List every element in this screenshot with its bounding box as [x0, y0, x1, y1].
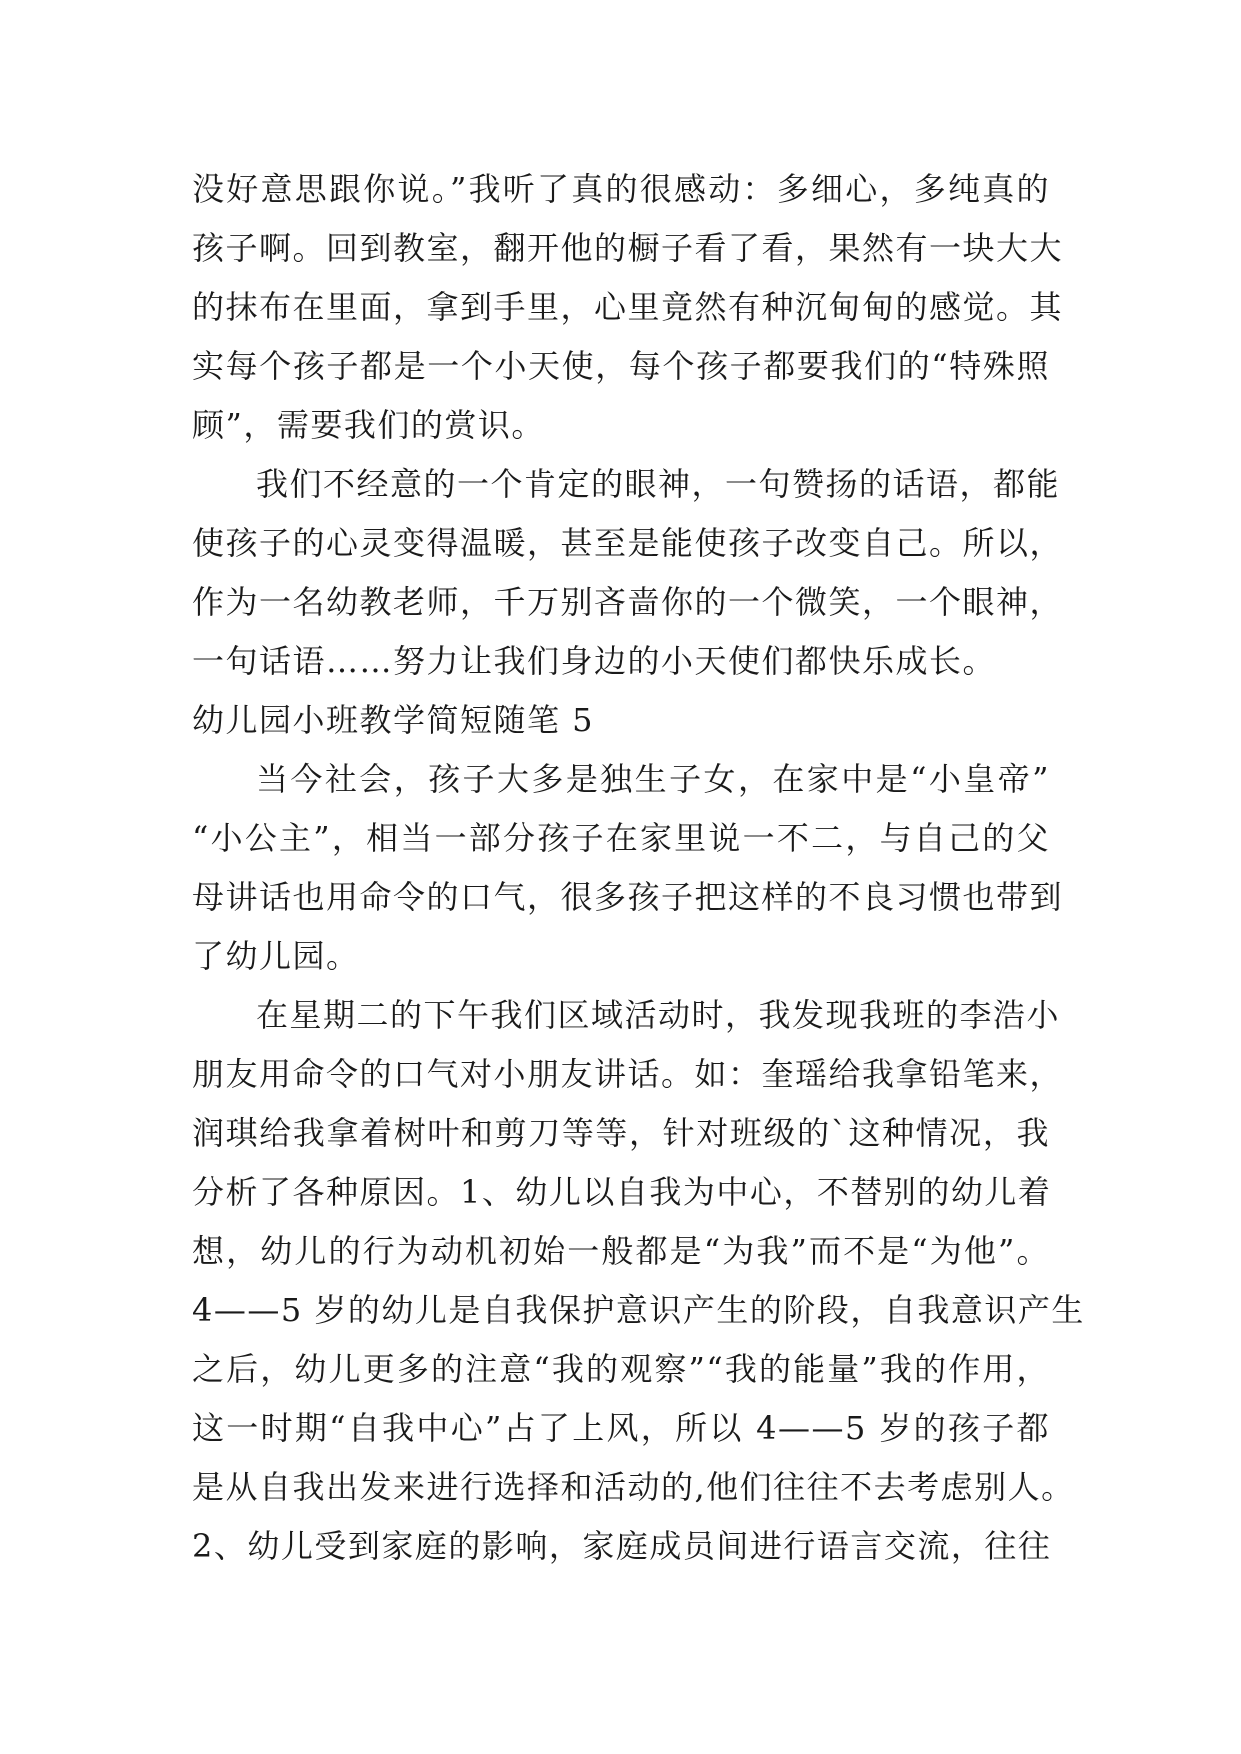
text-line: 使孩子的心灵变得温暖，甚至是能使孩子改变自己。所以， — [192, 524, 1064, 562]
paragraph-first-line: 我们不经意的一个肯定的眼神，一句赞扬的话语，都能 — [256, 465, 1061, 503]
text-line: 孩子啊。回到教室，翻开他的橱子看了看，果然有一块大大 — [192, 229, 1064, 267]
text-line: 一句话语……努力让我们身边的小天使们都快乐成长。 — [192, 642, 997, 680]
text-line: 之后，幼儿更多的注意“我的观察”“我的能量”我的作用， — [192, 1350, 1050, 1388]
text-line: 了幼儿园。 — [192, 937, 360, 975]
paragraph-first-line: 当今社会，孩子大多是独生子女，在家中是“小皇帝” — [256, 760, 1050, 798]
text-line: 母讲话也用命令的口气，很多孩子把这样的不良习惯也带到 — [192, 878, 1064, 916]
text-line: 4——5 岁的幼儿是自我保护意识产生的阶段，自我意识产生 — [192, 1291, 1085, 1329]
text-line: 这一时期“自我中心”占了上风，所以 4——5 岁的孩子都 — [192, 1409, 1050, 1447]
text-line: “小公主”，相当一部分孩子在家里说一不二，与自己的父 — [192, 819, 1050, 857]
text-line: 作为一名幼教老师，千万别吝啬你的一个微笑，一个眼神， — [192, 583, 1064, 621]
text-line: 润琪给我拿着树叶和剪刀等等，针对班级的`这种情况，我 — [192, 1114, 1050, 1152]
text-line: 的抹布在里面，拿到手里，心里竟然有种沉甸甸的感觉。其 — [192, 288, 1064, 326]
section-heading: 幼儿园小班教学简短随笔 5 — [192, 701, 595, 739]
document-body — [192, 160, 1085, 1576]
text-line: 是从自我出发来进行选择和活动的,他们往往不去考虑别人。 — [192, 1468, 1075, 1506]
text-line: 想，幼儿的行为动机初始一般都是“为我”而不是“为他”。 — [192, 1232, 1050, 1270]
text-line: 实每个孩子都是一个小天使，每个孩子都要我们的“特殊照 — [192, 347, 1050, 385]
paragraph-first-line: 在星期二的下午我们区域活动时，我发现我班的李浩小 — [256, 996, 1061, 1034]
text-line: 2、幼儿受到家庭的影响，家庭成员间进行语言交流，往往 — [192, 1527, 1052, 1565]
text-line: 没好意思跟你说。”我听了真的很感动：多细心，多纯真的 — [192, 170, 1050, 208]
text-line: 朋友用命令的口气对小朋友讲话。如：奎瑶给我拿铅笔来， — [192, 1055, 1064, 1093]
text-line: 顾”，需要我们的赏识。 — [192, 406, 545, 444]
text-line: 分析了各种原因。1、幼儿以自我为中心，不替别的幼儿着 — [192, 1173, 1052, 1211]
